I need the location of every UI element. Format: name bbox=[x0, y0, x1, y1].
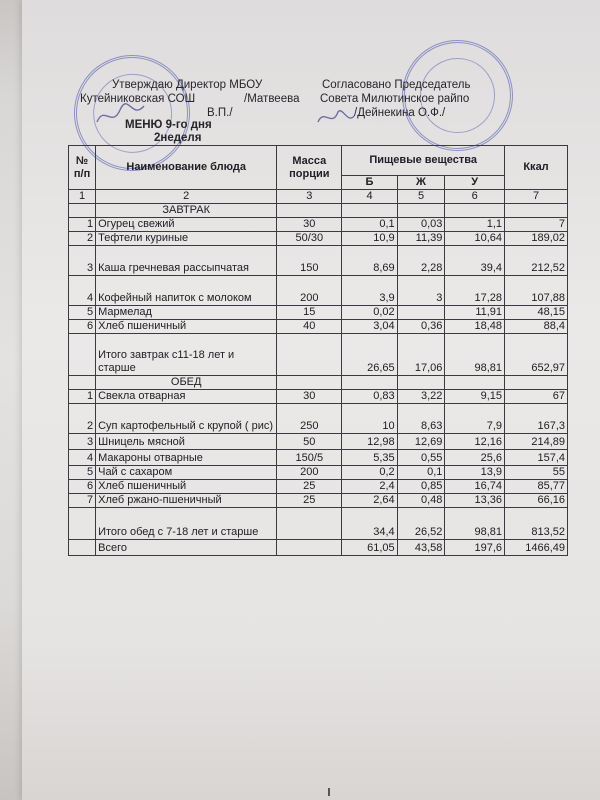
portion-mass: 15 bbox=[277, 306, 342, 320]
agreement-line-1: Согласовано Председатель bbox=[322, 79, 471, 91]
approval-line-3: В.П./ bbox=[207, 107, 233, 119]
col-zh-header: Ж bbox=[397, 176, 445, 190]
portion-mass: 50/30 bbox=[277, 232, 342, 246]
row-number: 2 bbox=[69, 404, 96, 434]
portion-mass: 150/5 bbox=[277, 450, 342, 466]
fat-value: 0,36 bbox=[397, 320, 445, 334]
chairman-signature bbox=[314, 104, 359, 130]
grand-total-u: 197,6 bbox=[445, 540, 505, 556]
total-u: 98,81 bbox=[445, 334, 505, 376]
colnum: 1 bbox=[69, 190, 96, 204]
table-row bbox=[69, 404, 568, 434]
kcal-value: 212,52 bbox=[505, 246, 568, 276]
fat-value bbox=[397, 306, 445, 320]
col-mass-header: Масса порции bbox=[277, 146, 342, 190]
agreement-line-3: /Дейнекина О.Ф./ bbox=[354, 107, 446, 119]
table-head-row bbox=[69, 146, 568, 176]
section-title-lunch: ОБЕД bbox=[96, 376, 277, 390]
colnum: 4 bbox=[342, 190, 397, 204]
table-row bbox=[69, 466, 568, 480]
table-row bbox=[69, 232, 568, 246]
protein-value: 2,64 bbox=[342, 494, 397, 508]
protein-value: 5,35 bbox=[342, 450, 397, 466]
section-row-breakfast bbox=[69, 204, 568, 218]
table-row bbox=[69, 390, 568, 404]
col-b-header: Б bbox=[342, 176, 397, 190]
total-kcal: 652,97 bbox=[505, 334, 568, 376]
table-row bbox=[69, 450, 568, 466]
total-b: 26,65 bbox=[342, 334, 397, 376]
portion-mass: 25 bbox=[277, 494, 342, 508]
dish-name: Суп картофельный с крупой ( рис) bbox=[96, 404, 277, 434]
approval-line-1: Утверждаю Директор МБОУ bbox=[112, 79, 263, 91]
portion-mass: 200 bbox=[277, 276, 342, 306]
dish-name: Мармелад bbox=[96, 306, 277, 320]
row-number: 5 bbox=[69, 306, 96, 320]
row-number: 7 bbox=[69, 494, 96, 508]
grand-total-zh: 43,58 bbox=[397, 540, 445, 556]
row-number: 3 bbox=[69, 434, 96, 450]
dish-name: Хлеб пшеничный bbox=[96, 320, 277, 334]
carb-value: 13,36 bbox=[445, 494, 505, 508]
col-name-header: Наименование блюда bbox=[96, 146, 277, 190]
fat-value: 0,48 bbox=[397, 494, 445, 508]
total-label: Итого обед с 7-18 лет и старше bbox=[96, 508, 277, 540]
colnum: 7 bbox=[505, 190, 568, 204]
dish-name: Каша гречневая рассыпчатая bbox=[96, 246, 277, 276]
breakfast-total-row bbox=[69, 334, 568, 376]
carb-value: 39,4 bbox=[445, 246, 505, 276]
total-kcal: 813,52 bbox=[505, 508, 568, 540]
protein-value: 3,9 bbox=[342, 276, 397, 306]
fat-value: 3,22 bbox=[397, 390, 445, 404]
col-u-header: У bbox=[445, 176, 505, 190]
total-label: Итого завтрак с11-18 лет и старше bbox=[96, 334, 277, 376]
carb-value: 10,64 bbox=[445, 232, 505, 246]
dish-name: Чай с сахаром bbox=[96, 466, 277, 480]
menu-week: 2неделя bbox=[154, 132, 202, 144]
carb-value: 1,1 bbox=[445, 218, 505, 232]
column-numbers-row bbox=[69, 190, 568, 204]
kcal-value: 66,16 bbox=[505, 494, 568, 508]
fat-value: 0,03 bbox=[397, 218, 445, 232]
grand-total-b: 61,05 bbox=[342, 540, 397, 556]
breakfast-rows bbox=[69, 218, 568, 334]
fat-value: 0,85 bbox=[397, 480, 445, 494]
section-row-lunch bbox=[69, 376, 568, 390]
row-number: 6 bbox=[69, 320, 96, 334]
paper-mark bbox=[328, 788, 330, 796]
protein-value: 0,02 bbox=[342, 306, 397, 320]
approval-director-name: /Матвеева bbox=[244, 93, 300, 105]
colnum: 2 bbox=[96, 190, 277, 204]
section-title-breakfast: ЗАВТРАК bbox=[96, 204, 277, 218]
dish-name: Свекла отварная bbox=[96, 390, 277, 404]
carb-value: 18,48 bbox=[445, 320, 505, 334]
protein-value: 12,98 bbox=[342, 434, 397, 450]
grand-total-row bbox=[69, 540, 568, 556]
protein-value: 0,1 bbox=[342, 218, 397, 232]
dish-name: Хлеб ржано-пшеничный bbox=[96, 494, 277, 508]
carb-value: 17,28 bbox=[445, 276, 505, 306]
kcal-value: 67 bbox=[505, 390, 568, 404]
fat-value: 2,28 bbox=[397, 246, 445, 276]
portion-mass: 150 bbox=[277, 246, 342, 276]
row-number: 6 bbox=[69, 480, 96, 494]
dish-name: Хлеб пшеничный bbox=[96, 480, 277, 494]
protein-value: 2,4 bbox=[342, 480, 397, 494]
colnum: 3 bbox=[277, 190, 342, 204]
col-nutrients-header: Пищевые вещества bbox=[342, 146, 505, 176]
table-row bbox=[69, 320, 568, 334]
table-row bbox=[69, 246, 568, 276]
row-number: 2 bbox=[69, 232, 96, 246]
total-zh: 17,06 bbox=[397, 334, 445, 376]
approval-line-2: Кутейниковская СОШ bbox=[80, 93, 196, 105]
table-row bbox=[69, 480, 568, 494]
fat-value: 12,69 bbox=[397, 434, 445, 450]
portion-mass: 200 bbox=[277, 466, 342, 480]
carb-value: 13,9 bbox=[445, 466, 505, 480]
dish-name: Огурец свежий bbox=[96, 218, 277, 232]
carb-value: 9,15 bbox=[445, 390, 505, 404]
portion-mass: 50 bbox=[277, 434, 342, 450]
dish-name: Макароны отварные bbox=[96, 450, 277, 466]
dish-name: Кофейный напиток с молоком bbox=[96, 276, 277, 306]
portion-mass: 30 bbox=[277, 218, 342, 232]
row-number: 1 bbox=[69, 218, 96, 232]
total-zh: 26,52 bbox=[397, 508, 445, 540]
carb-value: 11,91 bbox=[445, 306, 505, 320]
row-number: 1 bbox=[69, 390, 96, 404]
kcal-value: 85,77 bbox=[505, 480, 568, 494]
protein-value: 0,2 bbox=[342, 466, 397, 480]
protein-value: 10 bbox=[342, 404, 397, 434]
fat-value: 0,1 bbox=[397, 466, 445, 480]
kcal-value: 157,4 bbox=[505, 450, 568, 466]
protein-value: 10,9 bbox=[342, 232, 397, 246]
col-kcal-header: Ккал bbox=[505, 146, 568, 190]
fat-value: 8,63 bbox=[397, 404, 445, 434]
kcal-value: 167,3 bbox=[505, 404, 568, 434]
fat-value: 3 bbox=[397, 276, 445, 306]
portion-mass: 25 bbox=[277, 480, 342, 494]
colnum: 6 bbox=[445, 190, 505, 204]
portion-mass: 250 bbox=[277, 404, 342, 434]
col-num-header: № п/п bbox=[69, 146, 96, 190]
table-row bbox=[69, 276, 568, 306]
portion-mass: 30 bbox=[277, 390, 342, 404]
table-row bbox=[69, 306, 568, 320]
kcal-value: 214,89 bbox=[505, 434, 568, 450]
kcal-value: 7 bbox=[505, 218, 568, 232]
kcal-value: 107,88 bbox=[505, 276, 568, 306]
kcal-value: 189,02 bbox=[505, 232, 568, 246]
protein-value: 8,69 bbox=[342, 246, 397, 276]
total-b: 34,4 bbox=[342, 508, 397, 540]
menu-title: МЕНЮ 9-го дня bbox=[125, 119, 212, 131]
dish-name: Шницель мясной bbox=[96, 434, 277, 450]
colnum: 5 bbox=[397, 190, 445, 204]
row-number: 3 bbox=[69, 246, 96, 276]
kcal-value: 55 bbox=[505, 466, 568, 480]
table-row bbox=[69, 434, 568, 450]
fat-value: 11,39 bbox=[397, 232, 445, 246]
menu-table bbox=[68, 145, 568, 556]
agreement-line-2: Совета Милютинское райпо bbox=[320, 93, 470, 105]
kcal-value: 48,15 bbox=[505, 306, 568, 320]
lunch-rows bbox=[69, 390, 568, 508]
fat-value: 0,55 bbox=[397, 450, 445, 466]
kcal-value: 88,4 bbox=[505, 320, 568, 334]
carb-value: 7,9 bbox=[445, 404, 505, 434]
row-number: 5 bbox=[69, 466, 96, 480]
total-u: 98,81 bbox=[445, 508, 505, 540]
protein-value: 0,83 bbox=[342, 390, 397, 404]
carb-value: 25,6 bbox=[445, 450, 505, 466]
row-number: 4 bbox=[69, 276, 96, 306]
carb-value: 12,16 bbox=[445, 434, 505, 450]
grand-total-label: Всего bbox=[96, 540, 277, 556]
portion-mass: 40 bbox=[277, 320, 342, 334]
table-row bbox=[69, 218, 568, 232]
row-number: 4 bbox=[69, 450, 96, 466]
dish-name: Тефтели куриные bbox=[96, 232, 277, 246]
carb-value: 16,74 bbox=[445, 480, 505, 494]
grand-total-kcal: 1466,49 bbox=[505, 540, 568, 556]
lunch-total-row bbox=[69, 508, 568, 540]
protein-value: 3,04 bbox=[342, 320, 397, 334]
table-row bbox=[69, 494, 568, 508]
